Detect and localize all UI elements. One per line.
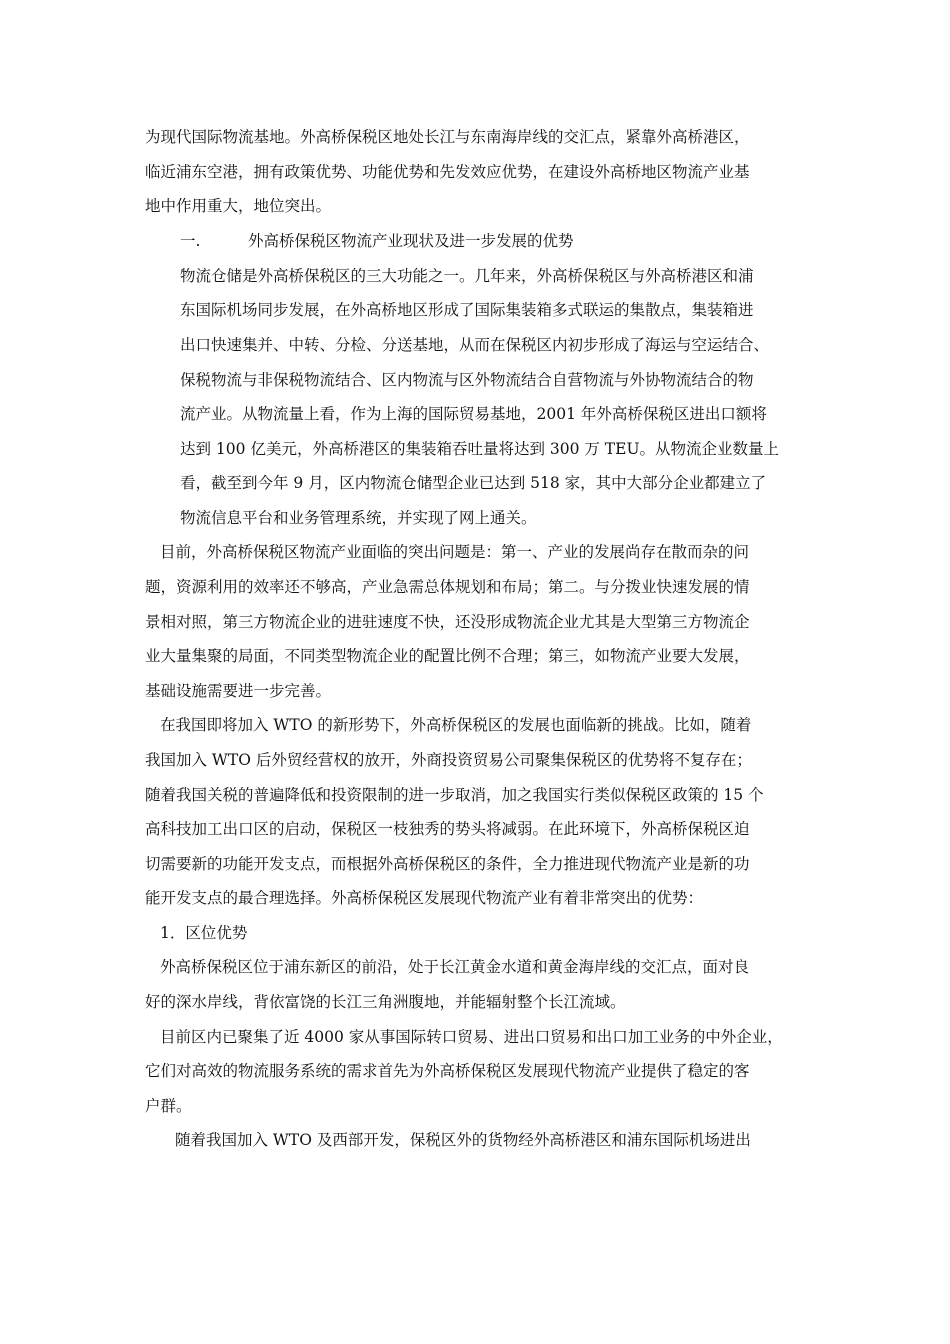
- text-line: 题，资源利用的效率还不够高，产业急需总体规划和布局；第二。与分拨业快速发展的情: [145, 578, 750, 596]
- text-line: 户群。: [145, 1097, 192, 1115]
- text-line: 随着我国关税的普遍降低和投资限制的进一步取消，加之我国实行类似保税区政策的 15 个: [145, 786, 764, 804]
- text-line: 基础设施需要进一步完善。: [145, 682, 332, 700]
- text-line: 达到 100 亿美元，外高桥港区的集装箱吞吐量将达到 300 万 TEU。从物流企业数量上: [180, 440, 780, 458]
- section-number: 一.: [180, 232, 201, 250]
- text-line: 在我国即将加入 WTO 的新形势下，外高桥保税区的发展也面临新的挑战。比如，随着: [160, 716, 752, 734]
- text-line: 能开发支点的最合理选择。外高桥保税区发展现代物流产业有着非常突出的优势：: [145, 889, 704, 907]
- text-line: 景相对照，第三方物流企业的进驻速度不快，还没形成物流企业尤其是大型第三方物流企: [145, 613, 750, 631]
- text-line: 我国加入 WTO 后外贸经营权的放开，外商投资贸易公司聚集保税区的优势将不复存在；: [145, 751, 752, 769]
- text-line: 出口快速集并、中转、分检、分送基地，从而在保税区内初步形成了海运与空运结合、: [180, 336, 770, 354]
- section-heading: 外高桥保税区物流产业现状及进一步发展的优势: [248, 232, 574, 250]
- text-line: 切需要新的功能开发支点，而根据外高桥保税区的条件，全力推进现代物流产业是新的功: [145, 855, 750, 873]
- text-line: 高科技加工出口区的启动，保税区一枝独秀的势头将减弱。在此环境下，外高桥保税区迫: [145, 820, 750, 838]
- text-line: 东国际机场同步发展，在外高桥地区形成了国际集装箱多式联运的集散点，集装箱进: [180, 301, 754, 319]
- text-line: 目前，外高桥保税区物流产业面临的突出问题是：第一、产业的发展尚存在散而杂的问: [160, 543, 750, 561]
- text-line: 地中作用重大，地位突出。: [145, 197, 332, 215]
- text-line: 业大量集聚的局面，不同类型物流企业的配置比例不合理；第三，如物流产业要大发展，: [145, 647, 750, 665]
- text-line: 随着我国加入 WTO 及西部开发，保税区外的货物经外高桥港区和浦东国际机场进出: [175, 1131, 751, 1149]
- text-line: 临近浦东空港，拥有政策优势、功能优势和先发效应优势，在建设外高桥地区物流产业基: [145, 163, 750, 181]
- text-line: 为现代国际物流基地。外高桥保税区地处长江与东南海岸线的交汇点，紧靠外高桥港区，: [145, 128, 750, 146]
- text-line: 它们对高效的物流服务系统的需求首先为外高桥保税区发展现代物流产业提供了稳定的客: [145, 1062, 750, 1080]
- text-line: 看，截至到今年 9 月，区内物流仓储型企业已达到 518 家，其中大部分企业都建立了: [180, 474, 767, 492]
- text-line: 物流仓储是外高桥保税区的三大功能之一。几年来，外高桥保税区与外高桥港区和浦: [180, 267, 754, 285]
- text-line: 物流信息平台和业务管理系统，并实现了网上通关。: [180, 509, 537, 527]
- text-line: 保税物流与非保税物流结合、区内物流与区外物流结合自营物流与外协物流结合的物: [180, 371, 754, 389]
- text-line: 流产业。从物流量上看，作为上海的国际贸易基地，2001 年外高桥保税区进出口额将: [180, 405, 767, 423]
- text-line: 目前区内已聚集了近 4000 家从事国际转口贸易、进出口贸易和出口加工业务的中外企业，: [160, 1028, 783, 1046]
- text-line: 外高桥保税区位于浦东新区的前沿，处于长江黄金水道和黄金海岸线的交汇点，面对良: [160, 958, 750, 976]
- subheading: 1．区位优势: [160, 924, 248, 942]
- text-line: 好的深水岸线，背依富饶的长江三角洲腹地，并能辐射整个长江流域。: [145, 993, 626, 1011]
